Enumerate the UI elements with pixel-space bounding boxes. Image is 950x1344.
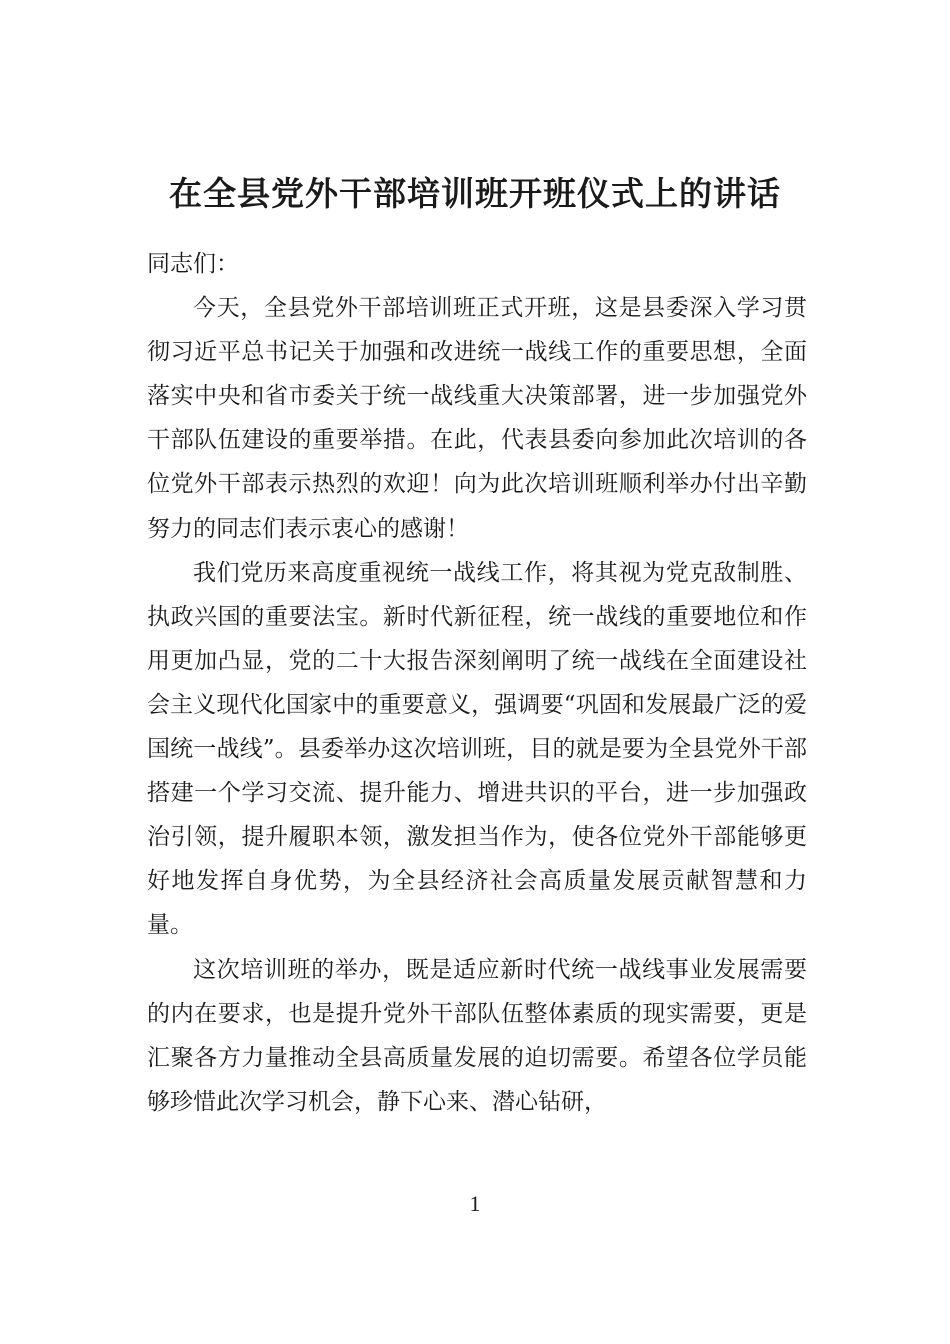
- paragraph: 今天，全县党外干部培训班正式开班，这是县委深入学习贯彻习近平总书记关于加强和改进统一战线工作的重要思想，全面落实中央和省市委关于统一战线重大决策部署，进一步加强党外干部队伍建设的重要举措。在此，代表县委向参加此次培训的各位党外干部表示热烈的欢迎！向为此次培训班顺利举办付出辛勤努力的同志们表示衷心的感谢！: [147, 295, 807, 542]
- salutation: 同志们：: [147, 251, 239, 277]
- page-number: 1: [469, 1191, 481, 1216]
- document-body: [147, 242, 807, 1124]
- paragraph: 我们党历来高度重视统一战线工作，将其视为党克敌制胜、执政兴国的重要法宝。新时代新征程，统一战线的重要地位和作用更加凸显，党的二十大报告深刻阐明了统一战线在全面建设社会主义现代化国家中的重要意义，强调要“巩固和发展最广泛的爱国统一战线”。县委举办这次培训班，目的就是要为全县党外干部搭建一个学习交流、提升能力、增进共识的平台，进一步加强政治引领，提升履职本领，激发担当作为，使各位党外干部能够更好地发挥自身优势，为全县经济社会高质量发展贡献智慧和力量。: [147, 559, 807, 939]
- paragraph: 这次培训班的举办，既是适应新时代统一战线事业发展需要的内在要求，也是提升党外干部队伍整体素质的现实需要，更是汇聚各方力量推动全县高质量发展的迫切需要。希望各位学员能够珍惜此次学习机会，静下心来、潜心钻研，: [147, 956, 807, 1115]
- document-title: 在全县党外干部培训班开班仪式上的讲话: [169, 174, 781, 213]
